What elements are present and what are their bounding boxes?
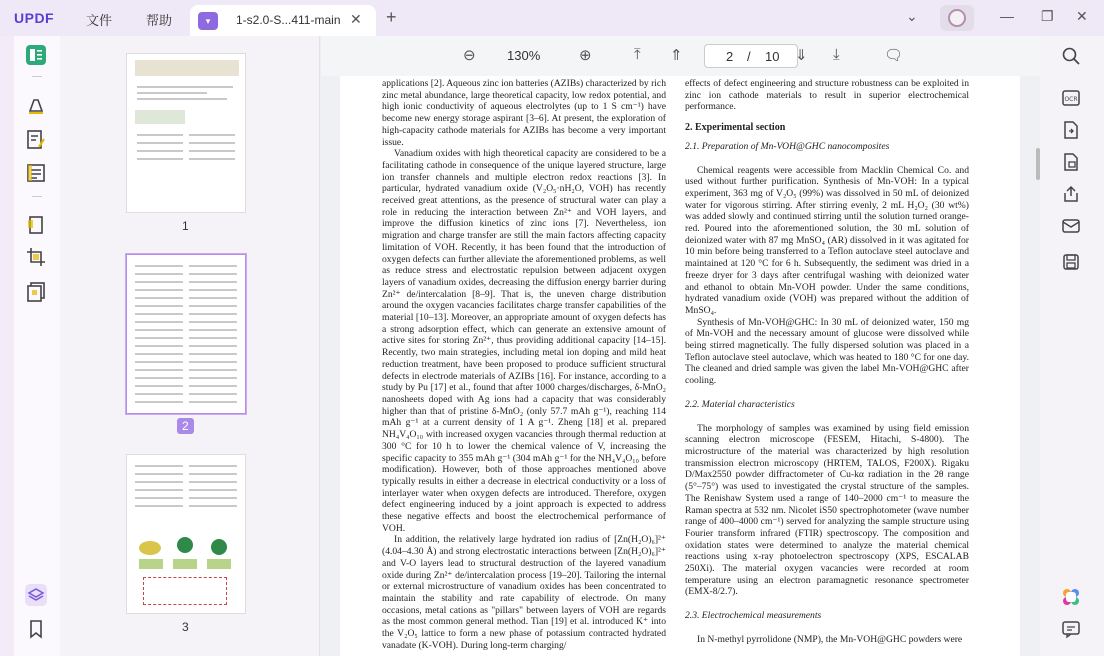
thumb-line — [135, 313, 183, 315]
thumb-header — [135, 60, 239, 76]
thumbnail-page-1[interactable] — [126, 53, 246, 213]
thumb-line — [135, 473, 183, 475]
thumb-line — [135, 265, 183, 267]
avatar-image — [948, 9, 966, 27]
thumb-line — [189, 385, 237, 387]
svg-text:OCR: OCR — [1064, 96, 1078, 103]
pages-tools-icon[interactable] — [25, 281, 47, 303]
subsection-heading: 2.1. Preparation of Mn-VOH@GHC nanocomposites — [685, 140, 890, 152]
app-logo[interactable]: UPDF — [14, 10, 55, 26]
last-page-icon[interactable]: ⤓ — [833, 46, 840, 63]
thumb-line — [135, 481, 183, 483]
thumb-figure-shape — [173, 559, 197, 569]
organize-pages-icon[interactable] — [25, 214, 47, 236]
page-separator: / — [747, 49, 751, 64]
paragraph: Chemical reagents were accessible from Macklin Chemical Co. and used without further purification. Synthesis of Mn-VOH: In a typical experiment, 363 mg of V₂O₅ (99%) was dissolved in 50 mL of deionized water for vigorous stirring. After stirring evenly, 2 mL H₂O₂ (30 wt%) was added slowly and continued stirring until the solution turned orange-red. Poured into the aforementioned solution, the 30 mL solution of deionized water with 87 mg MnSO₄ (AR) dissolved in it was agitated for 10 min before being transferred to a Teflon autoclave steel autoclave and maintained at 120 °C for 6 h. Subsequently, the sediment was dried in a freeze dryer for 3 days after centrifugal washing with deionized water and ethanol to obtain Mn-VOH powder. Under the same conditions, hydrated vanadium oxide (VOH) was prepared without the addition of MnSO₄. — [685, 164, 969, 316]
document-tab[interactable] — [190, 5, 376, 36]
comment-icon[interactable]: 🗨 — [884, 47, 904, 64]
restore-icon[interactable]: ❐ — [1041, 8, 1054, 24]
total-pages: 10 — [765, 49, 780, 64]
thumb-line — [189, 497, 237, 499]
thumb-line — [135, 393, 183, 395]
email-icon[interactable] — [1061, 216, 1081, 236]
menu-file[interactable]: 文件 — [86, 13, 113, 28]
layers-icon[interactable] — [25, 584, 47, 606]
thumb-line — [189, 134, 235, 136]
zoom-out-icon[interactable]: ⊖ — [463, 47, 476, 64]
comments-panel-icon[interactable] — [1061, 619, 1081, 639]
title-bar — [0, 0, 1104, 36]
thumb-line — [189, 353, 237, 355]
thumb-line — [135, 385, 183, 387]
tab-dropdown-icon[interactable]: ▾ — [198, 12, 218, 30]
highlighter-icon[interactable] — [25, 94, 47, 116]
ai-assistant-icon[interactable] — [1061, 587, 1081, 607]
thumb-line — [189, 158, 235, 160]
thumb-line — [189, 465, 237, 467]
previous-page-icon[interactable]: ⇑ — [670, 47, 683, 64]
share-icon[interactable] — [1061, 184, 1081, 204]
thumb-figure-box — [143, 577, 227, 605]
thumb-line — [189, 142, 235, 144]
thumb-line — [135, 489, 183, 491]
thumb-line — [137, 92, 207, 94]
thumb-line — [135, 401, 183, 403]
thumb-line — [135, 369, 183, 371]
search-icon[interactable] — [1061, 46, 1081, 66]
thumb-line — [189, 313, 237, 315]
thumbnail-label-2: 2 — [177, 418, 194, 434]
thumbnail-page-2[interactable] — [126, 254, 246, 414]
thumb-line — [137, 150, 183, 152]
subsection-heading: 2.3. Electrochemical measurements — [685, 610, 822, 622]
crop-icon[interactable] — [25, 246, 47, 268]
thumb-line — [189, 393, 237, 395]
thumb-figure-shape — [211, 539, 227, 555]
thumb-line — [189, 297, 237, 299]
first-page-icon[interactable]: ⤒ — [634, 46, 641, 63]
left-tool-rail — [14, 36, 60, 656]
paragraph: The morphology of samples was examined by using field emission scanning electron microscope (FESEM, Hitachi, S-4800). The microstructure of the material was characterized by high resolution transmission electron microscopy (HRTEM, TALOS, F200X). Rigaku D/Max2550 powder diffractometer of Cu-kα radiation in the 2θ range (5°–75°) was used to investigated the crystal structure of the samples. The Renishaw System used a range of 140–2000 cm⁻¹ to measure the Raman spectra at 532 nm. Nicolet iS50 spectrophotometer (wave number range of 400–4000 cm⁻¹) served for analyzing the sample structure using Fourier transform infrared (FTIR) spectroscopy. The composition and oxidation states were determined to analyze the material chemical reactions using x-ray photoelectron spectroscopy (XPS, ESCALAB 250Xi). The material oxygen vacancies were recorded at room temperature using an electron paramagnetic resonance spectrometer (EMX-8/2.7). — [685, 422, 969, 598]
thumb-line — [137, 158, 183, 160]
thumb-line — [189, 505, 237, 507]
thumbnail-panel — [60, 36, 320, 656]
thumb-line — [135, 329, 183, 331]
thumb-line — [189, 473, 237, 475]
thumb-line — [135, 505, 183, 507]
reader-mode-icon[interactable] — [25, 44, 47, 66]
tab-close-icon[interactable]: ✕ — [350, 11, 362, 27]
protect-pdf-icon[interactable] — [1061, 152, 1081, 172]
thumbnail-label-1: 1 — [182, 219, 189, 233]
thumb-line — [135, 377, 183, 379]
thumb-line — [135, 281, 183, 283]
minimize-icon[interactable]: — — [1000, 8, 1014, 24]
thumb-line — [135, 273, 183, 275]
thumb-line — [135, 289, 183, 291]
zoom-level[interactable]: 130% — [507, 48, 541, 63]
thumb-line — [137, 134, 183, 136]
form-icon[interactable] — [25, 162, 47, 184]
zoom-in-icon[interactable]: ⊕ — [579, 47, 592, 64]
chevron-down-icon[interactable]: ⌄ — [906, 8, 918, 24]
right-column — [685, 78, 969, 646]
menu-help[interactable]: 帮助 — [146, 13, 173, 28]
thumb-figure-shape — [207, 559, 231, 569]
paragraph: In N-methyl pyrrolidone (NMP), the Mn-VOH@GHC powders were — [697, 633, 963, 645]
rail-divider — [32, 196, 42, 197]
thumb-line — [189, 401, 237, 403]
thumb-line — [135, 361, 183, 363]
thumb-line — [189, 150, 235, 152]
current-page: 2 — [726, 49, 734, 64]
thumb-line — [189, 481, 237, 483]
thumb-line — [189, 345, 237, 347]
new-tab-icon[interactable]: + — [386, 7, 397, 27]
thumb-figure-shape — [177, 537, 193, 553]
thumb-line — [189, 305, 237, 307]
left-column — [382, 78, 666, 651]
thumb-line — [135, 353, 183, 355]
thumb-line — [135, 345, 183, 347]
thumb-line — [189, 337, 237, 339]
thumb-figure — [137, 537, 237, 573]
thumb-line — [189, 321, 237, 323]
document-viewer[interactable] — [321, 36, 1040, 656]
thumb-figure-shape — [139, 559, 163, 569]
thumb-line — [189, 265, 237, 267]
thumb-line — [189, 369, 237, 371]
thumb-line — [137, 142, 183, 144]
save-icon[interactable] — [1061, 252, 1081, 272]
thumb-line — [135, 305, 183, 307]
thumbnail-label-3: 3 — [182, 620, 189, 634]
tab-title: 1-s2.0-S...411-main — [236, 13, 341, 27]
thumb-line — [189, 361, 237, 363]
paragraph: Synthesis of Mn-VOH@GHC: In 30 mL of deionized water, 150 mg of Mn-VOH and the necessary amount of glucose were dissolved while being stirred magnetically. The fully dispersed solution was placed in a Teflon autoclave steel autoclave, which was heated to 180 °C for one day. The cleaned and dried sample was given the label Mn-VOH@GHC after cooling. — [685, 316, 969, 387]
thumb-line — [135, 297, 183, 299]
close-window-icon[interactable]: ✕ — [1076, 8, 1088, 24]
right-tool-rail — [1040, 36, 1104, 656]
thumb-line — [135, 465, 183, 467]
section-heading: 2. Experimental section — [685, 122, 786, 134]
next-page-icon[interactable]: ⇓ — [795, 47, 808, 64]
avatar[interactable] — [940, 5, 974, 31]
thumb-line — [189, 273, 237, 275]
thumb-line — [189, 329, 237, 331]
paragraph: applications [2]. Aqueous zinc ion batteries (AZIBs) characterized by rich zinc metal abundance, large theoretical capacity, low redox potential, and high ionic conductivity of aqueous electrolytes (up to 1 S cm⁻¹) have become new energy storage aspirant [3–6]. At present, the exploration of high-capacity cathode materials for AZIBs has become a very important issue. — [382, 78, 666, 148]
rail-divider — [32, 76, 42, 77]
thumb-line — [137, 86, 233, 88]
thumbnail-page-3[interactable] — [126, 454, 246, 614]
view-toolbar — [321, 36, 1040, 76]
thumb-line — [135, 321, 183, 323]
subsection-heading: 2.2. Material characteristics — [685, 398, 795, 410]
paragraph: Vanadium oxides with high theoretical capacity are considered to be a facilitating cathode in consequence of the unique layered structure, large ion transfer channels and multiple electron redox reactions [3]. In particular, hydrated vanadium oxide (V₂O₅·nH₂O, VOH) has recently received great attentions, as the presence of structural water can play a role in reducing the interaction between Zn²⁺ and VOH layers, and improve the diffusion kinetics of zinc ions [7]. Nevertheless, ion migration and charge transfer are still the main factors affecting capacity limitation of VOH. Recently, it has been found that the introduction of oxygen defects can further alleviate the aforementioned problems, as well as reduce stress and electrostatic repulsion between adjacent oxygen layers of vanadium oxides, decreasing the diffusion energy barrier during Zn²⁺ de/intercalation [8–9]. That is, the uneven charge distribution around the oxygen vacancies facilitates charge transfer capabilities of the material [10–13]. Moreover, an appropriate amount of oxygen defects has a strong adsorption effect, which can generate an extensive amount of active sites for storing Zn²⁺, thus providing additional capacity [14–15]. Recently, two main strategies, including metal ion doping and mild heat reduction treatment, have been proposed to produce sufficient structural defects in electrode materials of AZIBs [16]. For instance, according to a study by Pu [17] et al., found that after 1000 charges/discharges, δ-MnO₂ nanosheets doped with Ag ions had a capacity that was considerably higher than that of pristine δ-MnO₂ (only 57.7 mAh g⁻¹), reaching 114 mAh g⁻¹ at a current density of 1 A g⁻¹. Zheng [18] et al. prepared NH₄V₄O₁₀ with increased oxygen vacancies through thermal reduction at 300 °C for 10 h to lower the chemical valence of V, increasing the specific capacity to 355 mAh g⁻¹ (304 mAh g⁻¹ for the NH₄V₄O₁₀ before modification). However, both of those approaches mentioned above typically results in either a decrease in electrical conductivity or a loss of interlayer water when oxygen defects are introduced. Therefore, oxygen defect engineering induced by a joint approach is expected to address these negative effects and boost the electrochemical performance of VOH. — [382, 148, 666, 534]
convert-pdf-icon[interactable] — [1061, 120, 1081, 140]
thumb-line — [137, 98, 227, 100]
thumb-figure-shape — [139, 541, 161, 555]
thumb-line — [189, 289, 237, 291]
bookmark-icon[interactable] — [25, 618, 47, 640]
thumb-line — [135, 497, 183, 499]
ocr-icon[interactable] — [1061, 88, 1081, 108]
pdf-page — [340, 76, 1020, 656]
paragraph: effects of defect engineering and structure robustness can be exploited in zinc ion cathode materials to result in superior electrochemical performance. — [685, 78, 969, 113]
thumb-line — [189, 377, 237, 379]
page-number-input[interactable] — [704, 44, 798, 68]
thumb-line — [189, 281, 237, 283]
paragraph: In addition, the relatively large hydrated ion radius of [Zn(H₂O)₆]²⁺ (4.04–4.30 Å) and strong electrostatic interactions between [Zn(H₂O)₆]²⁺ and V-O layers lead to structural destruction of the layered vanadium oxide during Zn²⁺ de/intercalation process [19–20]. Tailoring the internal or external microstructure of vanadium oxides has been concentrated to maintain the stability and rate capability of electrode. On many occasions, metal cations as "pillars" between layers of VOH are regards as the most common general method. Tian [19] et al. introduced K⁺ into the V₂O₅ lattice to form a new phase of potassium contracted hydrated vanadate (K-VOH). During long-term charging/ — [382, 534, 666, 651]
edit-pdf-icon[interactable] — [25, 129, 47, 151]
thumb-figure — [135, 110, 185, 124]
thumb-line — [189, 489, 237, 491]
thumb-line — [135, 337, 183, 339]
